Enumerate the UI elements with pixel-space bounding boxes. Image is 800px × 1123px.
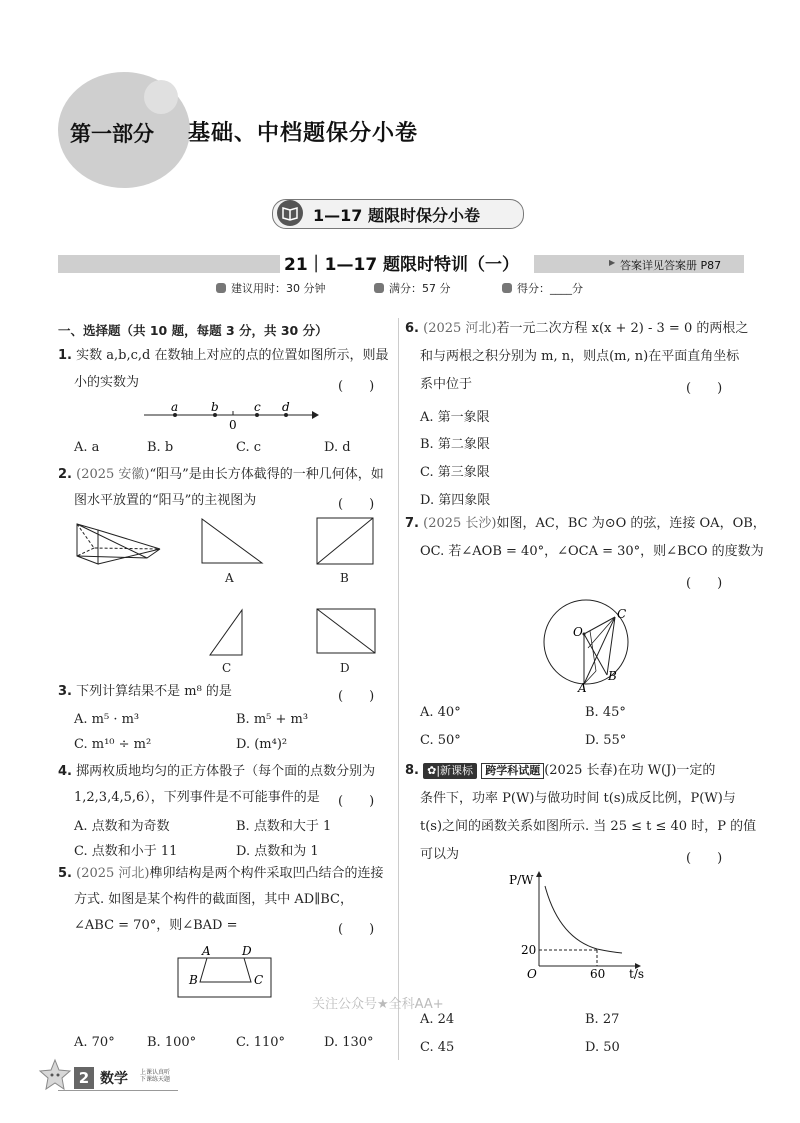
score-icon — [374, 283, 384, 293]
q6-option-b[interactable]: B. 第二象限 — [420, 437, 490, 452]
footer-motto: 上课认真听 下课练天题 — [140, 1069, 171, 1083]
q6-option-d[interactable]: D. 第四象限 — [420, 493, 491, 508]
q7-label-a: A — [578, 681, 587, 694]
q7-option-c[interactable]: C. 50° — [420, 733, 461, 748]
q1-line2: 小的实数为 — [74, 375, 140, 390]
q7-label-b: B — [608, 669, 617, 683]
info-time: 建议用时：30 分钟 — [216, 280, 326, 296]
q5-option-c[interactable]: C. 110° — [236, 1035, 286, 1050]
q5-label-a: A — [202, 944, 211, 958]
q2-option-b-figure — [316, 517, 376, 567]
q8-option-b[interactable]: B. 27 — [585, 1012, 620, 1027]
q1-label-zero: 0 — [229, 418, 237, 432]
answer-reference: 答案详见答案册 P87 — [620, 259, 722, 272]
q1-label-c: c — [254, 400, 261, 414]
q7-label-c: C — [617, 607, 627, 621]
q2-line1: 2. (2025 安徽)“阳马”是由长方体截得的一种几何体，如 — [58, 467, 384, 482]
q6-answer-paren: ( ) — [686, 381, 723, 396]
q2-option-d-figure — [316, 608, 378, 656]
q7-option-d[interactable]: D. 55° — [585, 733, 627, 748]
book-icon — [277, 200, 303, 226]
q2-option-c-figure — [208, 608, 244, 658]
q7-answer-paren: ( ) — [686, 576, 723, 591]
pen-icon — [502, 283, 512, 293]
q1-option-c[interactable]: C. c — [236, 440, 262, 455]
q6-line1: 6. (2025 河北)若一元二次方程 x(x + 2) - 3 = 0 的两根之 — [405, 321, 749, 336]
q3-option-a[interactable]: A. m⁵ · m³ — [74, 712, 140, 727]
info-score: 得分：____分 — [502, 280, 583, 296]
info-full: 满分：57 分 — [374, 280, 451, 296]
play-arrow-icon: ▶ — [609, 258, 616, 267]
q7-option-b[interactable]: B. 45° — [585, 705, 626, 720]
q5-mortise-figure — [170, 944, 280, 1000]
q1-number-line — [140, 398, 320, 432]
header-small-circle — [144, 80, 178, 114]
q7-label-o: O — [573, 625, 583, 639]
q8-line1: 8. ✿|新课标 跨学科试题 (2025 长春)在功 W(J)一定的 — [405, 763, 716, 778]
q8-line2: 条件下，功率 P(W)与做功时间 t(s)成反比例，P(W)与 — [420, 791, 736, 806]
watermark: 关注公众号★全科AA+ — [312, 997, 444, 1012]
q8-option-a[interactable]: A. 24 — [420, 1012, 455, 1027]
part-title: 基础、中档题保分小卷 — [188, 121, 419, 146]
q4-option-a[interactable]: A. 点数和为奇数 — [74, 819, 170, 834]
q4-option-d[interactable]: D. 点数和为 1 — [236, 844, 319, 859]
q7-line1: 7. (2025 长沙)如图，AC，BC 为⊙O 的弦，连接 OA，OB， — [405, 516, 766, 531]
q7-option-a[interactable]: A. 40° — [420, 705, 461, 720]
q2-answer-paren: ( ) — [338, 497, 375, 512]
q5-option-a[interactable]: A. 70° — [74, 1035, 115, 1050]
footer-rule — [58, 1090, 178, 1091]
q5-line1: 5. (2025 河北)榫卯结构是两个构件采取凹凸结合的连接 — [58, 866, 384, 881]
q2-option-a-figure — [200, 517, 266, 567]
q8-option-c[interactable]: C. 45 — [420, 1040, 455, 1055]
q1-option-b[interactable]: B. b — [147, 440, 174, 455]
q1-answer-paren: ( ) — [338, 379, 375, 394]
q2-label-b: B — [340, 571, 349, 585]
mascot-star-icon — [38, 1058, 72, 1092]
q5-line3: ∠ABC = 70°，则∠BAD = — [74, 918, 238, 933]
q8-y20-label: 20 — [521, 943, 537, 957]
q6-line2: 和与两根之积分别为 m, n，则点(m, n)在平面直角坐标 — [420, 349, 740, 364]
q1-option-d[interactable]: D. d — [324, 440, 351, 455]
q5-label-d: D — [242, 944, 252, 958]
q2-label-a: A — [225, 571, 234, 585]
q1-option-a[interactable]: A. a — [74, 440, 100, 455]
q8-x60-label: 60 — [590, 967, 606, 980]
q2-solid-figure — [74, 520, 164, 570]
q5-option-d[interactable]: D. 130° — [324, 1035, 374, 1050]
exam-title: 21｜1—17 题限时特训（一） — [284, 255, 520, 275]
column-divider — [398, 318, 399, 1060]
footer-subject: 数学 — [100, 1071, 128, 1087]
q4-line1: 4. 掷两枚质地均匀的正方体骰子（每个面的点数分别为 — [58, 764, 376, 779]
q1-label-b: b — [211, 400, 219, 414]
q1-label-a: a — [171, 400, 179, 414]
q8-graph-figure — [505, 868, 645, 980]
q5-line2: 方式. 如图是某个构件的截面图，其中 AD∥BC， — [74, 892, 353, 907]
title-band-left — [58, 255, 280, 273]
q3-option-b[interactable]: B. m⁵ + m³ — [236, 712, 309, 727]
q3-option-c[interactable]: C. m¹⁰ ÷ m² — [74, 737, 152, 752]
q8-y-axis-label: P/W — [509, 873, 534, 887]
clock-icon — [216, 283, 226, 293]
cross-subject-tag: 跨学科试题 — [481, 763, 544, 779]
q8-answer-paren: ( ) — [686, 851, 723, 866]
section-title: 1—17 题限时保分小卷 — [313, 206, 480, 225]
q4-option-b[interactable]: B. 点数和大于 1 — [236, 819, 332, 834]
q2-label-d: D — [340, 661, 350, 675]
q8-x-axis-label: t/s — [629, 967, 645, 980]
q6-option-c[interactable]: C. 第三象限 — [420, 465, 490, 480]
q3-option-d[interactable]: D. (m⁴)² — [236, 737, 288, 752]
section-heading: 一、选择题（共 10 题，每题 3 分，共 30 分） — [58, 323, 328, 338]
q7-line2: OC. 若∠AOB = 40°，∠OCA = 30°，则∠BCO 的度数为 — [420, 544, 764, 559]
part-label: 第一部分 — [70, 122, 154, 146]
q7-circle-figure — [536, 598, 636, 694]
q6-line3: 系中位于 — [420, 377, 473, 392]
q5-option-b[interactable]: B. 100° — [147, 1035, 197, 1050]
q8-origin-label: O — [527, 967, 537, 980]
q4-line2: 1,2,3,4,5,6），下列事件是不可能事件的是 — [74, 790, 320, 805]
q8-line3: t(s)之间的函数关系如图所示. 当 25 ≤ t ≤ 40 时，P 的值 — [420, 819, 757, 834]
q5-label-b: B — [189, 973, 198, 987]
q8-option-d[interactable]: D. 50 — [585, 1040, 620, 1055]
page-number: 2 — [74, 1067, 94, 1089]
q3-answer-paren: ( ) — [338, 689, 375, 704]
q5-answer-paren: ( ) — [338, 922, 375, 937]
q8-line4: 可以为 — [420, 847, 460, 862]
q5-label-c: C — [254, 973, 264, 987]
q4-answer-paren: ( ) — [338, 794, 375, 809]
q6-option-a[interactable]: A. 第一象限 — [420, 410, 490, 425]
q2-label-c: C — [222, 661, 232, 675]
q1-label-d: d — [282, 400, 290, 414]
new-curriculum-tag: ✿|新课标 — [423, 763, 477, 779]
q2-line2: 图水平放置的“阳马”的主视图为 — [74, 493, 257, 508]
q4-option-c[interactable]: C. 点数和小于 11 — [74, 844, 178, 859]
q1-line1: 1. 实数 a,b,c,d 在数轴上对应的点的位置如图所示，则最 — [58, 348, 389, 363]
q3-line1: 3. 下列计算结果不是 m⁸ 的是 — [58, 684, 232, 699]
